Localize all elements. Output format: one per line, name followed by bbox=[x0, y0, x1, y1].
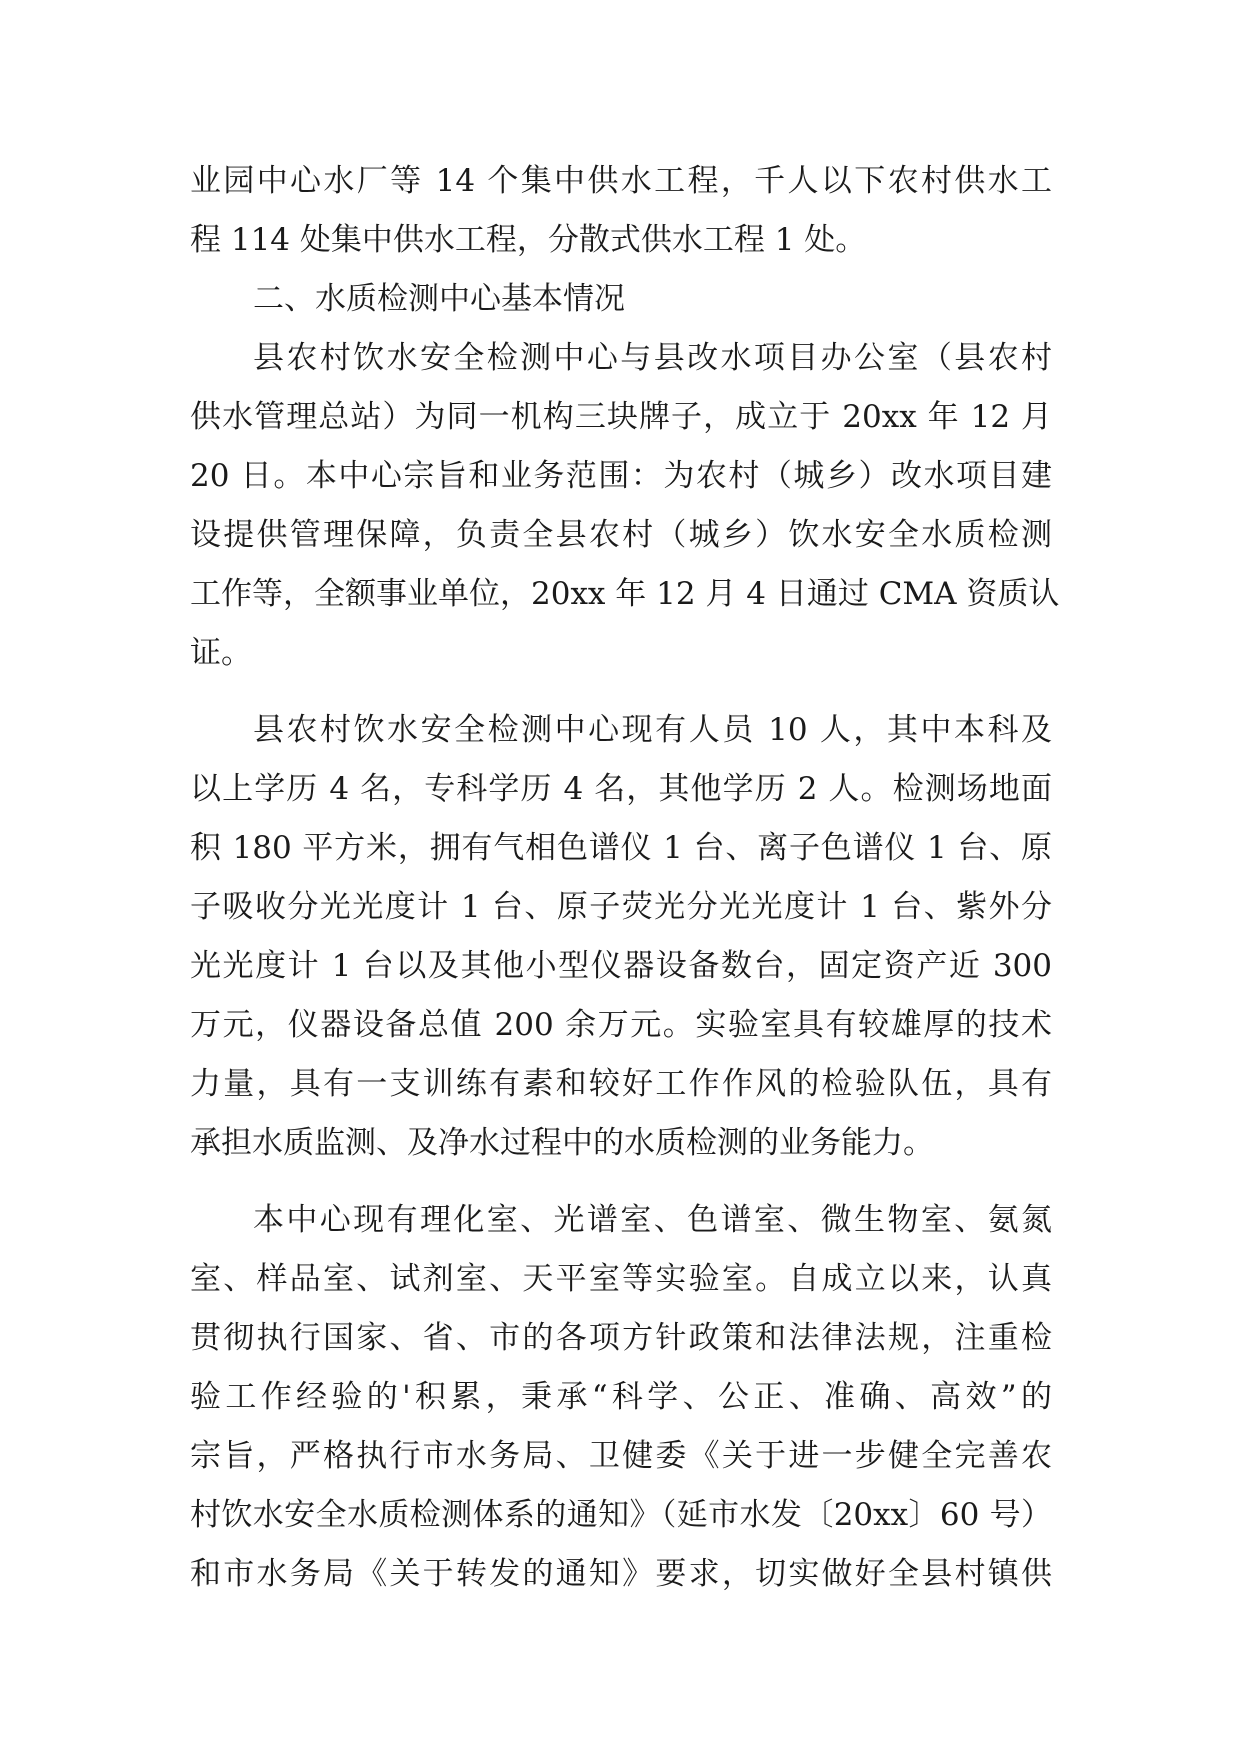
text-line: 工作等，全额事业单位，20xx 年 12 月 4 日通过 CMA 资质认 bbox=[190, 576, 1060, 612]
text-line: 设提供管理保障，负责全县农村（城乡）饮水安全水质检测 bbox=[190, 517, 1052, 553]
document-body bbox=[190, 152, 1060, 1604]
text-line: 光光度计 1 台以及其他小型仪器设备数台，固定资产近 300 bbox=[190, 948, 1052, 984]
text-line: 供水管理总站）为同一机构三块牌子，成立于 20xx 年 12 月 bbox=[190, 399, 1052, 435]
text-line: 万元，仪器设备总值 200 余万元。实验室具有较雄厚的技术 bbox=[190, 1007, 1052, 1043]
text-line: 20 日。本中心宗旨和业务范围：为农村（城乡）改水项目建 bbox=[190, 458, 1052, 494]
section-heading: 二、水质检测中心基本情况 bbox=[253, 281, 625, 317]
text-line: 程 114 处集中供水工程，分散式供水工程 1 处。 bbox=[190, 222, 867, 258]
text-line: 验工作经验的'积累，秉承“科学、公正、准确、高效”的 bbox=[190, 1379, 1052, 1415]
text-line: 力量，具有一支训练有素和较好工作作风的检验队伍，具有 bbox=[190, 1066, 1052, 1102]
text-line: 宗旨，严格执行市水务局、卫健委《关于进一步健全完善农 bbox=[190, 1438, 1052, 1474]
text-line: 本中心现有理化室、光谱室、色谱室、微生物室、氨氮 bbox=[253, 1202, 1052, 1238]
text-line: 证。 bbox=[190, 635, 252, 671]
text-line: 县农村饮水安全检测中心与县改水项目办公室（县农村 bbox=[253, 340, 1052, 376]
text-line: 以上学历 4 名，专科学历 4 名，其他学历 2 人。检测场地面 bbox=[190, 771, 1052, 807]
text-line: 子吸收分光光度计 1 台、原子荧光分光光度计 1 台、紫外分 bbox=[190, 889, 1052, 925]
text-line: 积 180 平方米，拥有气相色谱仪 1 台、离子色谱仪 1 台、原 bbox=[190, 830, 1052, 866]
text-line: 室、样品室、试剂室、天平室等实验室。自成立以来，认真 bbox=[190, 1261, 1052, 1297]
text-line: 县农村饮水安全检测中心现有人员 10 人，其中本科及 bbox=[253, 712, 1052, 748]
text-line: 承担水质监测、及净水过程中的水质检测的业务能力。 bbox=[190, 1125, 934, 1161]
text-line: 贯彻执行国家、省、市的各项方针政策和法律法规，注重检 bbox=[190, 1320, 1052, 1356]
text-line: 和市水务局《关于转发的通知》要求，切实做好全县村镇供 bbox=[190, 1556, 1052, 1592]
text-line: 业园中心水厂等 14 个集中供水工程，千人以下农村供水工 bbox=[190, 163, 1052, 199]
text-line: 村饮水安全水质检测体系的通知》（延市水发〔20xx〕60 号） bbox=[190, 1497, 1052, 1533]
